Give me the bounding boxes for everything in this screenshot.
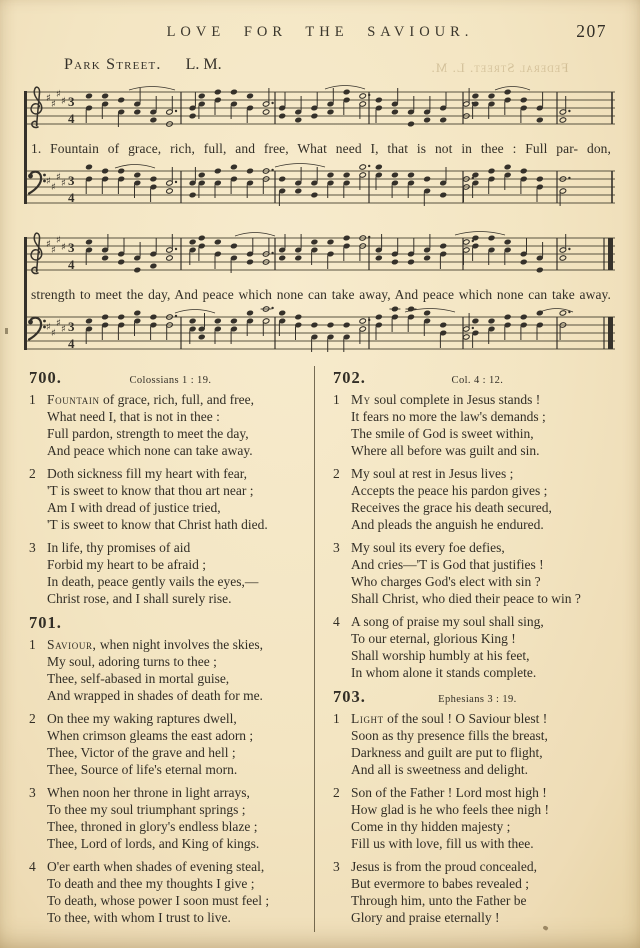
hymn-line: Who charges God's elect with sin ? [351, 574, 541, 589]
hymn-line: And pleads the anguish he endured. [351, 517, 544, 532]
music-system-1 [25, 80, 615, 217]
hymn-line: In life, thy promises of aid [47, 540, 191, 555]
verse-number: 1 [29, 392, 36, 407]
hymn-verse [331, 784, 615, 852]
hymn-verse [331, 465, 615, 533]
page-header-title: LOVE FOR THE SAVIOUR. [166, 24, 474, 40]
hymn-scripture-reference: Ephesians 3 : 19. [438, 694, 517, 705]
bass-staff-1 [25, 159, 615, 217]
hymn-lead-word: Saviour, [47, 637, 97, 652]
bass-staff-2 [25, 305, 615, 363]
svg-text:♯: ♯ [46, 239, 51, 250]
hymn-line: 'T is sweet to know that thou art near ; [47, 483, 254, 498]
svg-text:♯: ♯ [61, 178, 66, 189]
hymn-line: Thee, Victor of the grave and hell ; [47, 745, 236, 760]
hymn-line: Forbid my heart to be afraid ; [47, 557, 206, 572]
verse-number: 4 [333, 614, 340, 629]
svg-text:4: 4 [68, 111, 75, 126]
hymn-line: What need I, that is not in thee : [47, 409, 220, 424]
hymn-line: 'T is sweet to know that Christ hath died. [47, 517, 268, 532]
svg-text:4: 4 [68, 336, 75, 351]
hymn-line: And cries—'T is God that justifies ! [351, 557, 544, 572]
hymn-line: Full pardon, strength to meet the day, [47, 426, 249, 441]
hymn-verse [331, 710, 615, 778]
hymn-line: To thee, with whom I trust to live. [47, 910, 231, 925]
hymn-verse [27, 465, 305, 533]
hymn-line: Jesus is from the proud concealed, [351, 859, 537, 874]
hymn-verse [27, 784, 305, 852]
hymn-line: Receives the grace his death secured, [351, 500, 552, 515]
hymn-verse [331, 858, 615, 926]
svg-text:♯: ♯ [56, 172, 61, 183]
verse-number: 2 [29, 711, 36, 726]
svg-text:♯: ♯ [61, 324, 66, 335]
hymn-line: Darkness and guilt are put to flight, [351, 745, 543, 760]
hymn-verse [27, 391, 305, 459]
hymn-line: And all is sweetness and delight. [351, 762, 528, 777]
hymn-verse [27, 710, 305, 778]
hymn-line: Fountain of grace, rich, full, and free, [47, 392, 255, 407]
page-number: 207 [576, 21, 607, 41]
svg-text:♯: ♯ [51, 328, 56, 339]
hymn-text-columns [25, 366, 615, 932]
svg-text:♯: ♯ [61, 242, 66, 253]
hymn-heading [331, 687, 615, 707]
hymn-line: To death and thee my thoughts I give ; [47, 876, 255, 891]
hymn-lead-word: Fountain [47, 392, 100, 407]
running-header [0, 21, 640, 48]
treble-staff-1 [25, 80, 615, 138]
svg-text:4: 4 [68, 257, 75, 272]
tune-name: Park Street. [64, 56, 162, 73]
hymn-line: Thee, throned in glory's endless blaze ; [47, 819, 258, 834]
hymn-line: How glad is he who feels thee nigh ! [351, 802, 549, 817]
hymn-line: When crimson gleams the east adorn ; [47, 728, 254, 743]
hymn-column-left [25, 366, 314, 932]
hymn-number: 701. [29, 613, 62, 632]
hymn-verse [27, 858, 305, 926]
music-system-2 [25, 226, 615, 363]
verse-number: 1 [333, 392, 340, 407]
hymn-line: Light of the soul ! O Saviour blest ! [351, 711, 548, 726]
svg-text:4: 4 [68, 190, 75, 205]
hymn-line: To death, whose power I soon must feel ; [47, 893, 270, 908]
hymn-line: A song of praise my soul shall sing, [351, 614, 544, 629]
hymn-line: Doth sickness fill my heart with fear, [47, 466, 248, 481]
verse-number: 3 [29, 785, 36, 800]
hymn-line: To thee my soul triumphant springs ; [47, 802, 246, 817]
svg-text:♯: ♯ [46, 322, 51, 333]
hymn-lead-word: My [351, 392, 371, 407]
verse-number: 1 [333, 711, 340, 726]
hymn-line: Where all before was guilt and sin. [351, 443, 540, 458]
hymn-verse [331, 391, 615, 459]
svg-text:♯: ♯ [51, 99, 56, 110]
hymn-line: Shall worship humbly at his feet, [351, 648, 530, 663]
hymn-verse [331, 539, 615, 607]
hymn-line: Christ rose, and I shall surely rise. [47, 591, 232, 606]
verse-number: 2 [333, 466, 340, 481]
lyric-line-2: strength to meet the day, And peace which none can take away, And peace which none can take away. [31, 287, 611, 302]
hymn-line: Thee, Source of life's eternal morn. [47, 762, 238, 777]
svg-text:3: 3 [68, 240, 75, 255]
hymn-line: Thee, self-abased in mortal guise, [47, 671, 230, 686]
hymn-line: To our eternal, glorious King ! [351, 631, 516, 646]
hymn-line: My soul at rest in Jesus lives ; [351, 466, 514, 481]
hymn-line: And wrapped in shades of death for me. [47, 688, 263, 703]
hymn-line: Son of the Father ! Lord most high ! [351, 785, 547, 800]
treble-staff-2 [25, 226, 615, 284]
lyric-line-1: 1. Fountain of grace, rich, full, and free, What need I, that is not in thee : Full par- don, [31, 141, 611, 156]
hymn-line: It fears no more the law's demands ; [351, 409, 546, 424]
svg-text:♯: ♯ [56, 235, 61, 246]
hymn-line: Am I with dread of justice tried, [47, 500, 221, 515]
hymn-line: My soul its every foe defies, [351, 540, 505, 555]
svg-text:♯: ♯ [46, 176, 51, 187]
svg-text:♯: ♯ [56, 318, 61, 329]
svg-text:♯: ♯ [56, 89, 61, 100]
verse-number: 3 [29, 540, 36, 555]
verse-number: 4 [29, 859, 36, 874]
verse-number: 2 [29, 466, 36, 481]
hymn-number: 702. [333, 368, 366, 387]
hymn-line: Fill us with love, fill us with thee. [351, 836, 534, 851]
hymn-line: And peace which none can take away. [47, 443, 253, 458]
hymn-number: 703. [333, 687, 366, 706]
hymn-line: Thee, Lord of lords, and King of kings. [47, 836, 260, 851]
hymn-line: Through him, unto the Father be [351, 893, 527, 908]
hymn-heading [27, 613, 305, 633]
hymn-line: Soon as thy presence fills the breast, [351, 728, 548, 743]
hymn-line: Come in thy hidden majesty ; [351, 819, 511, 834]
svg-text:3: 3 [68, 94, 75, 109]
svg-text:3: 3 [68, 319, 75, 334]
verse-number: 1 [29, 637, 36, 652]
hymn-line: Saviour, when night involves the skies, [47, 637, 264, 652]
show-through-ghost-text: Federal Street. L. M. [430, 60, 569, 75]
hymn-verse [331, 613, 615, 681]
hymn-verse [27, 539, 305, 607]
hymn-line: When noon her throne in light arrays, [47, 785, 250, 800]
hymn-heading [331, 368, 615, 388]
verse-number: 3 [333, 540, 340, 555]
hymn-heading [27, 368, 305, 388]
hymn-line: In whom alone it stands complete. [351, 665, 537, 680]
hymn-line: But evermore to babes revealed ; [351, 876, 530, 891]
svg-text:3: 3 [68, 173, 75, 188]
hymn-line: In death, peace gently vails the eyes,— [47, 574, 259, 589]
hymn-verse [27, 636, 305, 704]
hymn-number: 700. [29, 368, 62, 387]
hymn-line: My soul, adoring turns to thee ; [47, 654, 217, 669]
hymn-line: My soul complete in Jesus stands ! [351, 392, 541, 407]
hymn-lead-word: Light [351, 711, 384, 726]
hymn-column-right [314, 366, 615, 932]
hymn-scripture-reference: Col. 4 : 12. [451, 375, 504, 386]
hymn-scripture-reference: Colossians 1 : 19. [129, 375, 212, 386]
svg-text:♯: ♯ [51, 182, 56, 193]
hymn-line: On thee my waking raptures dwell, [47, 711, 237, 726]
tune-meter: L. M. [185, 56, 222, 73]
tune-title-line [64, 56, 222, 74]
sheet-music [25, 80, 615, 372]
svg-text:♯: ♯ [61, 96, 66, 107]
verse-number: 3 [333, 859, 340, 874]
verse-number: 2 [333, 785, 340, 800]
edge-mark [5, 328, 8, 334]
hymn-line: The smile of God is sweet within, [351, 426, 534, 441]
svg-text:♯: ♯ [46, 93, 51, 104]
hymn-line: Glory and praise eternally ! [351, 910, 500, 925]
hymn-line: Shall Christ, who died their peace to win ? [351, 591, 581, 606]
hymn-line: O'er earth when shades of evening steal, [47, 859, 265, 874]
hymn-line: Accepts the peace his pardon gives ; [351, 483, 548, 498]
svg-text:♯: ♯ [51, 245, 56, 256]
